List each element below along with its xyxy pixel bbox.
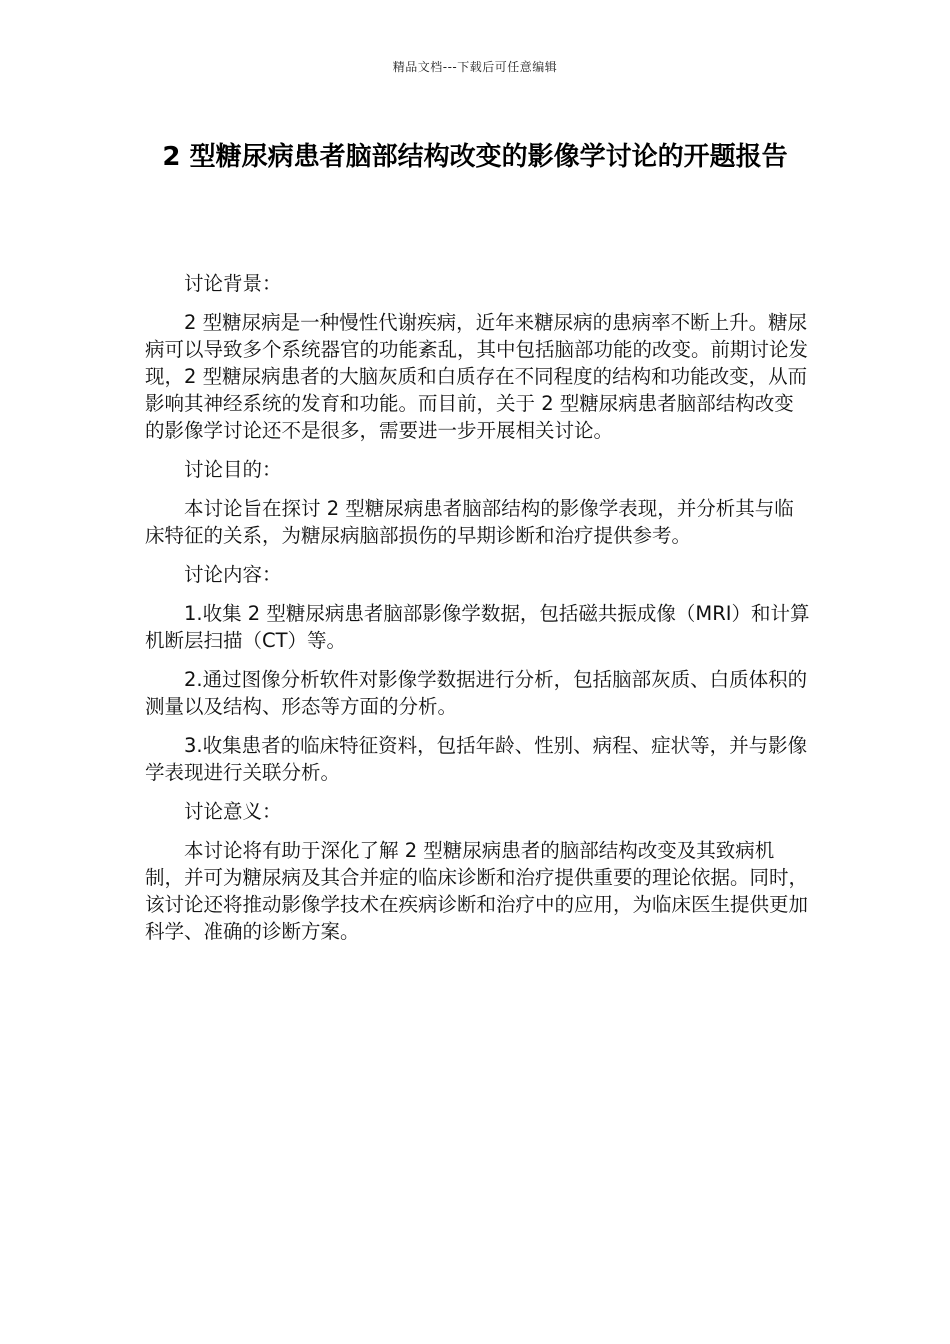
header-note: 精品文档---下载后可任意编辑 (392, 60, 558, 74)
section-heading-significance: 讨论意义： (184, 800, 282, 823)
paragraph-significance: 本讨论将有助于深化了解 2 型糖尿病患者的脑部结构改变及其致病机制，并可为糖尿病及其合并症的临床诊断和治疗提供重要的理论依据。同时，该讨论还将推动影像学技术在疾病诊断和治疗中的应用，为临床医生提供更加科学、准确的诊断方案。 (145, 839, 809, 943)
section-heading-content: 讨论内容： (184, 563, 282, 586)
content-item-1: 1.收集 2 型糖尿病患者脑部影像学数据，包括磁共振成像（MRI）和计算机断层扫描（CT）等。 (145, 602, 810, 652)
document-body (145, 270, 810, 957)
content-item-2: 2.通过图像分析软件对影像学数据进行分析，包括脑部灰质、白质体积的测量以及结构、形态等方面的分析。 (145, 668, 808, 718)
document-title: 2 型糖尿病患者脑部结构改变的影像学讨论的开题报告 (162, 142, 788, 172)
paragraph-background: 2 型糖尿病是一种慢性代谢疾病，近年来糖尿病的患病率不断上升。糖尿病可以导致多个系统器官的功能紊乱，其中包括脑部功能的改变。前期讨论发现，2 型糖尿病患者的大脑灰质和白质存在不同程度的结构和功能改变，从而影响其神经系统的发育和功能。而目前，关于 2 型糖尿病患者脑部结构改变的影像学讨论还不是很多，需要进一步开展相关讨论。 (145, 311, 809, 442)
content-item-3: 3.收集患者的临床特征资料，包括年龄、性别、病程、症状等，并与影像学表现进行关联分析。 (145, 734, 808, 784)
section-heading-purpose: 讨论目的： (184, 458, 282, 481)
section-heading-background: 讨论背景： (184, 272, 282, 295)
paragraph-purpose: 本讨论旨在探讨 2 型糖尿病患者脑部结构的影像学表现，并分析其与临床特征的关系，为糖尿病脑部损伤的早期诊断和治疗提供参考。 (145, 497, 794, 547)
